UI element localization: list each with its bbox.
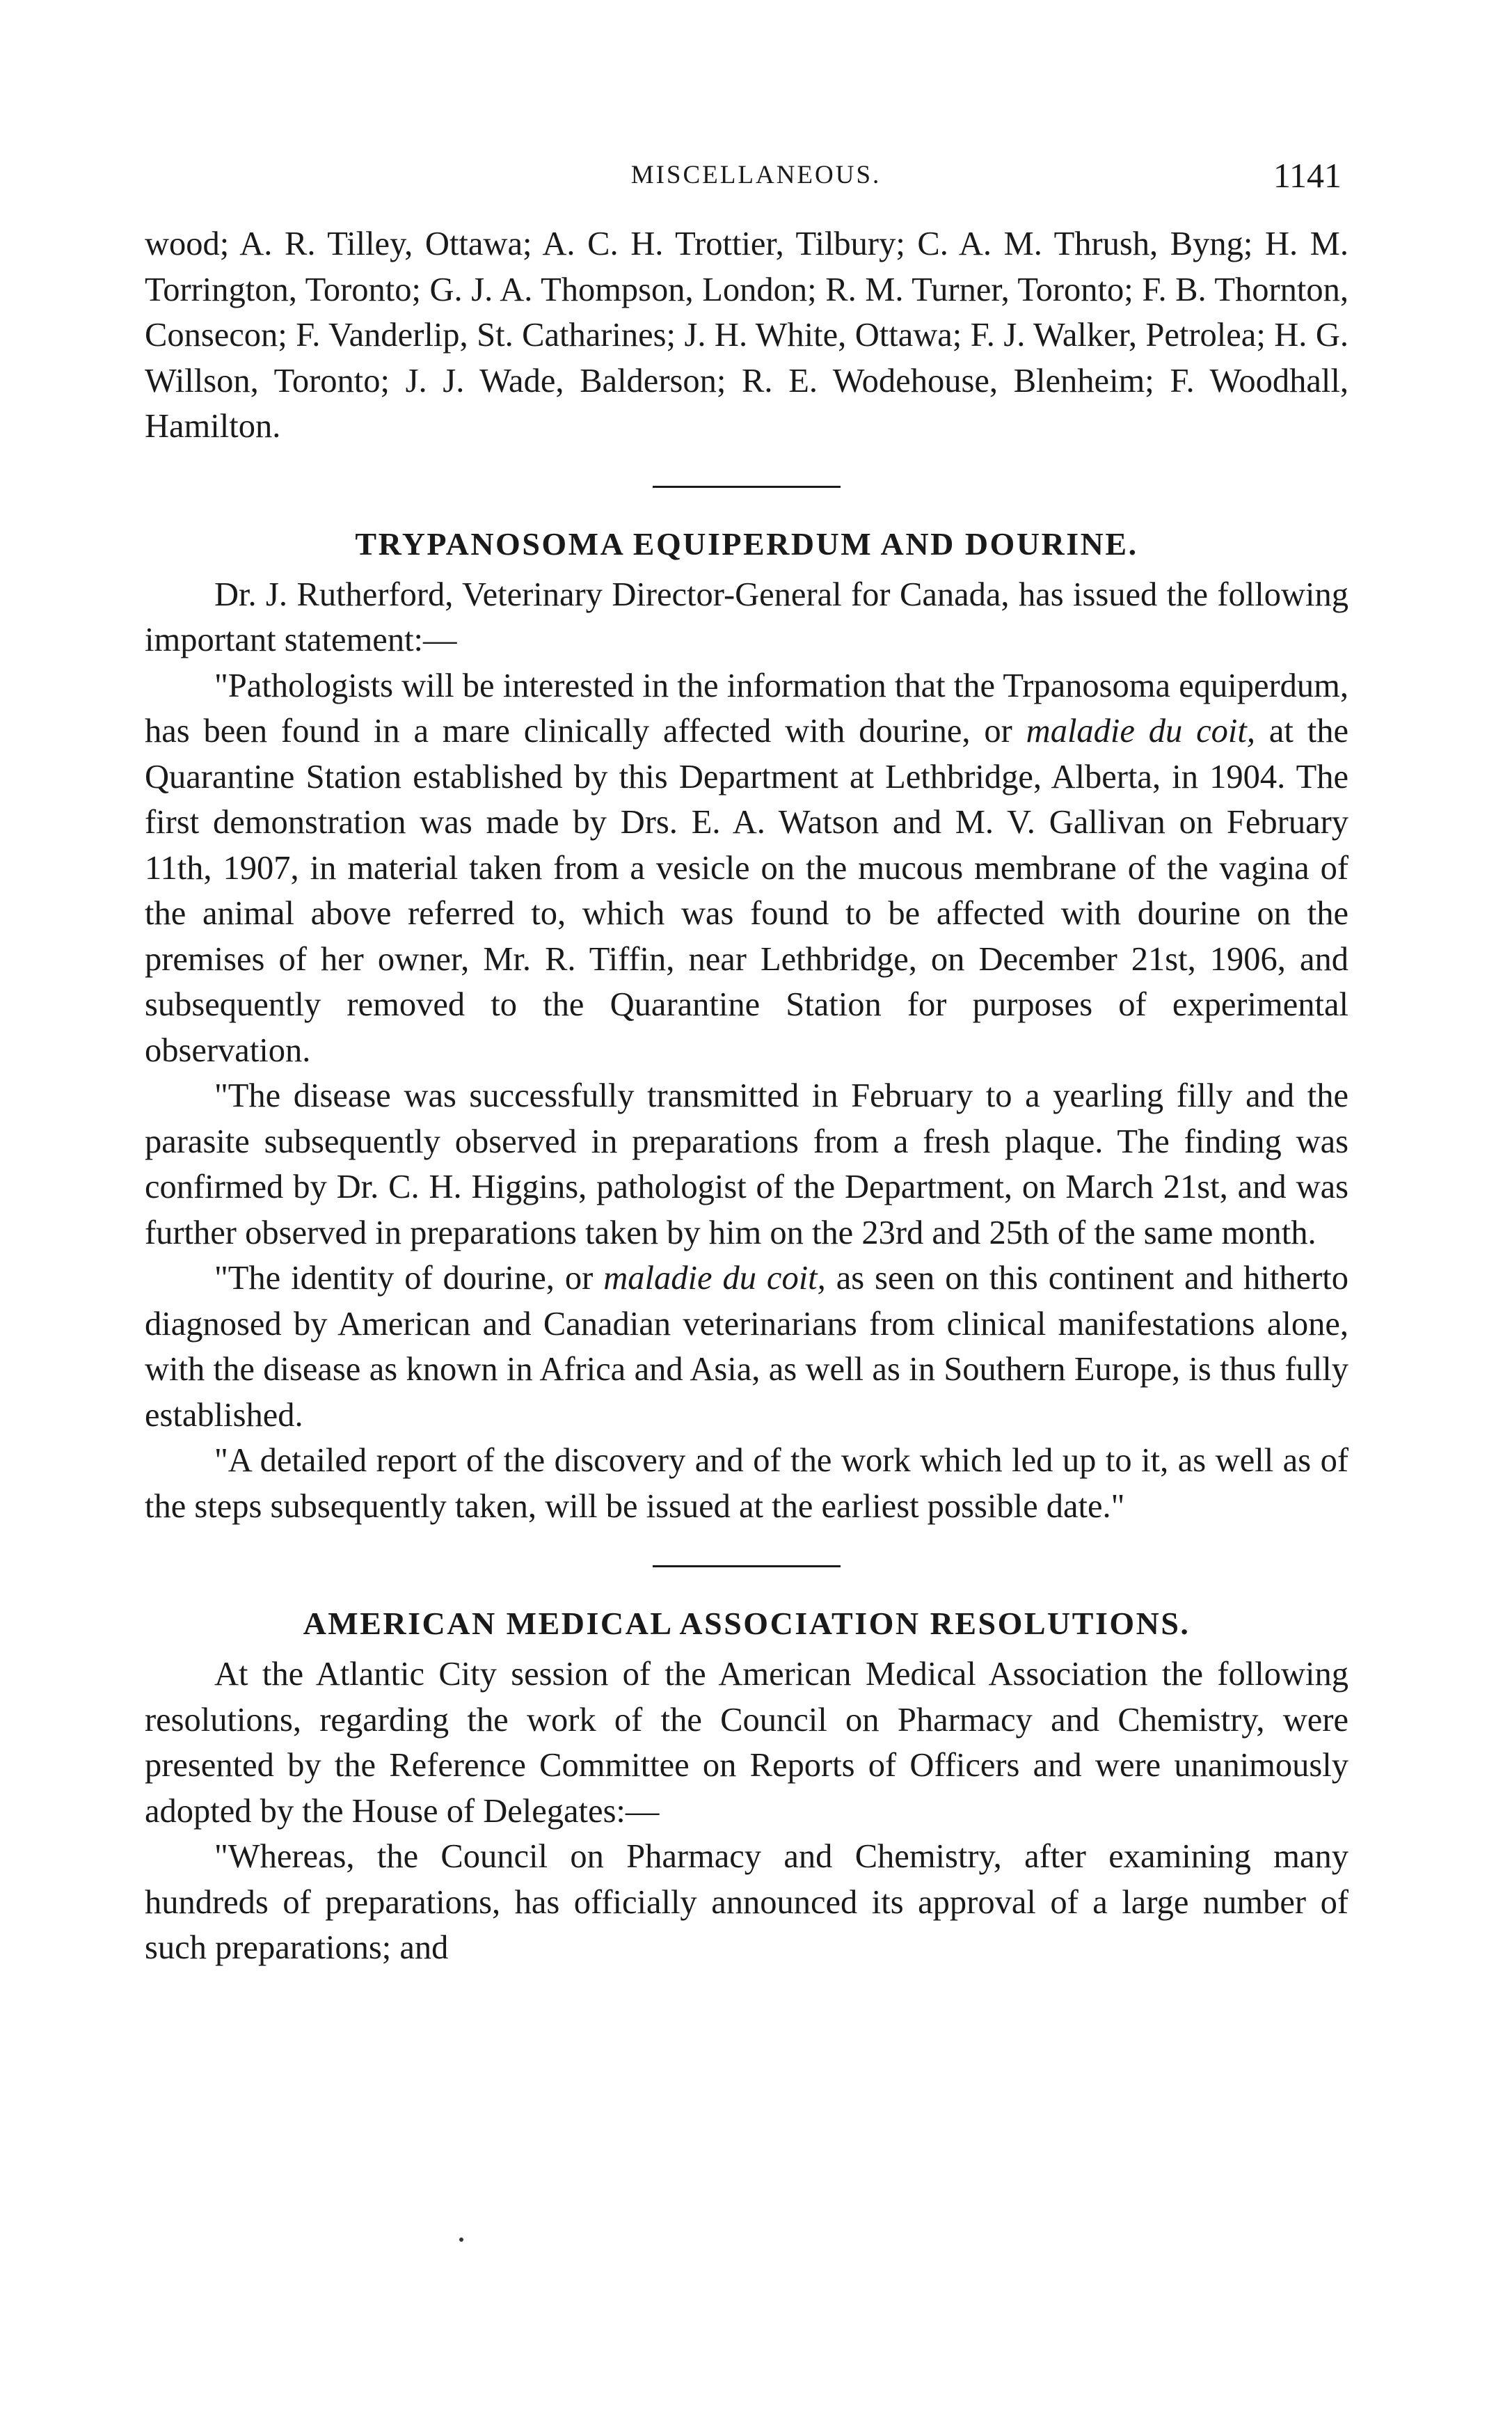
running-head [0,155,1512,196]
section-divider [653,1565,841,1567]
ama-paragraph-1: At the Atlantic City session of the American Medical Association the following resolutions, regarding the work of the Council on Pharmacy and Chemistry, were presented by the Reference Committee on Reports of Officers and were unanimously adopted by the House of Delegates:— [145,1656,1348,1830]
page-body [145,221,1348,1971]
running-title: MISCELLANEOUS. [630,161,882,189]
print-speck [459,2238,463,2242]
italic-term: maladie du coit, [1026,713,1256,750]
text-run: "The identity of dourine, or [214,1260,604,1297]
italic-term: maladie du coit, [603,1260,826,1297]
trypanosoma-paragraph-3 [145,1256,1348,1438]
section-heading-ama-resolutions: AMERICAN MEDICAL ASSOCIATION RESOLUTIONS. [303,1606,1191,1641]
trypanosoma-paragraph-1 [145,663,1348,1074]
trypanosoma-paragraph-4: "A detailed report of the discovery and of the work which led up to it, as well as of the steps subsequently taken, will be issued at the earliest possible date." [145,1442,1348,1525]
text-run: as seen on this continent and hitherto diagnosed by American and Canadian veterinarians from clinical manifestations alone, with the disease as known in Africa and Asia, as well as in Southern Europe, is thus fully established. [145,1260,1348,1434]
page-number: 1141 [1273,156,1342,195]
trypanosoma-intro-paragraph: Dr. J. Rutherford, Veterinary Director-General for Canada, has issued the following important statement:— [145,576,1348,658]
continuation-paragraph: wood; A. R. Tilley, Ottawa; A. C. H. Trottier, Tilbury; C. A. M. Thrush, Byng; H. M. Torrington, Toronto; G. J. A. Thompson, London; R. M. Turner, Toronto; F. B. Thornton, Consecon; F. Vanderlip, St. Catharines; J. H. White, Ottawa; F. J. Walker, Petrolea; H. G. Willson, Toronto; J. J. Wade, Balderson; R. E. Wodehouse, Blenheim; F. Woodhall, Hamilton. [145,225,1348,445]
text-run: at the Quarantine Station established by this Department at Lethbridge, Alberta, in 1904. The first demonstration was made by Drs. E. A. Watson and M. V. Gallivan on February 11th, 1907, in material taken from a vesicle on the mucous membrane of the vagina of the animal above referred to, which was found to be affected with dourine on the premises of her owner, Mr. R. Tiffin, near Lethbridge, on December 21st, 1906, and subsequently removed to the Quarantine Station for purposes of experimental observation. [145,713,1348,1069]
section-divider [653,486,841,488]
ama-paragraph-2: "Whereas, the Council on Pharmacy and Chemistry, after examining many hundreds of preparations, has officially announced its approval of a large number of such preparations; and [145,1838,1348,1966]
text-run: "Pathologists will be interested in the information that the Trpanosoma equiperdum, has been found in a mare clinically affected with dourine, or [145,667,1348,750]
trypanosoma-paragraph-2: "The disease was successfully transmitted in February to a yearling filly and the parasite subsequently observed in preparations from a fresh plaque. The finding was confirmed by Dr. C. H. Higgins, pathologist of the Department, on March 21st, and was further observed in preparations taken by him on the 23rd and 25th of the same month. [145,1077,1348,1251]
section-heading-trypanosoma: TRYPANOSOMA EQUIPERDUM AND DOURINE. [355,525,1138,562]
